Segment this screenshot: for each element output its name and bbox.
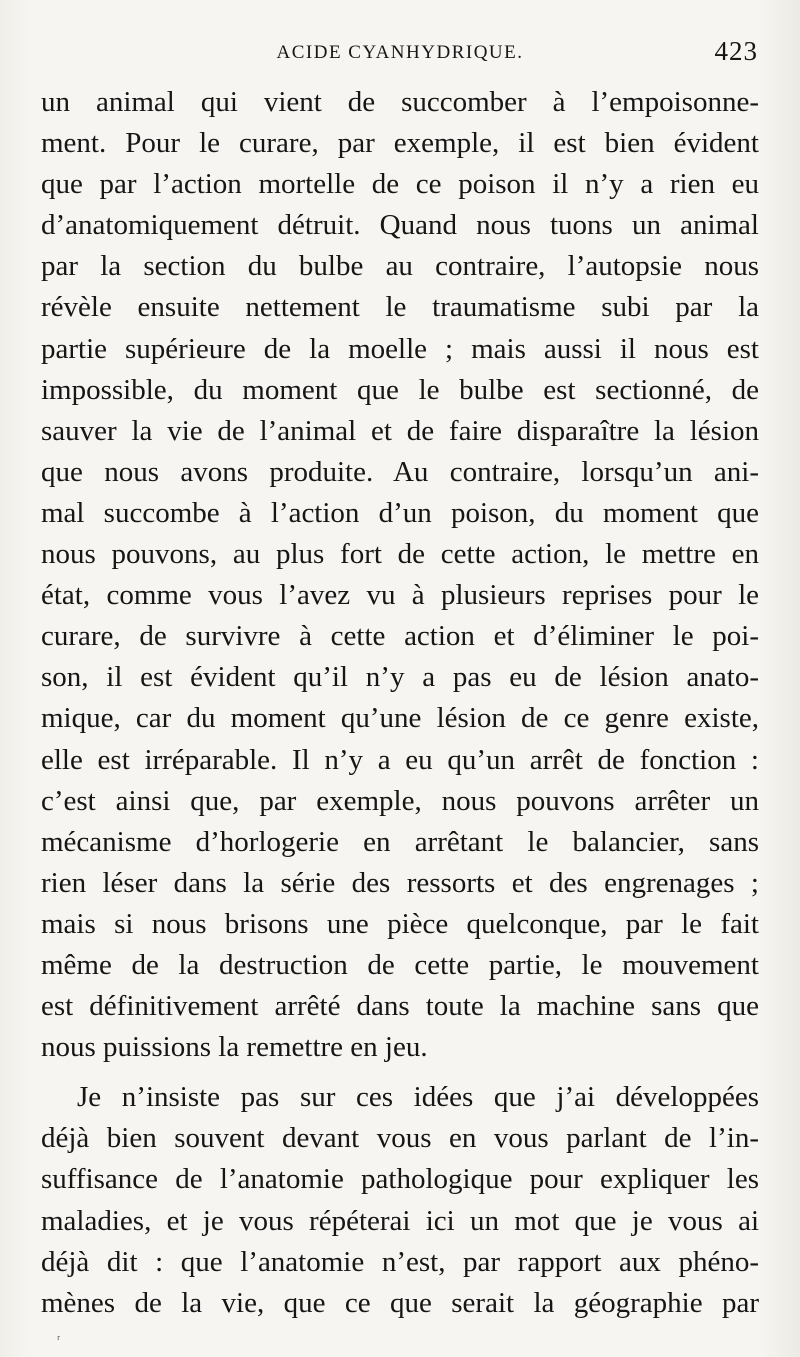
text-line: mènes de la vie, que ce que serait la géographie par [41,1286,759,1319]
text-line: mécanisme d’horlogerie en arrêtant le balancier, sans [41,825,759,858]
text-line: Je n’insiste pas sur ces idées que j’ai développées [77,1081,759,1114]
text-line: maladies, et je vous répéterai ici un mot que je vous ai [41,1204,759,1237]
text-line: elle est irréparable. Il n’y a eu qu’un arrêt de fonction : [41,743,759,776]
text-line: nous pouvons, au plus fort de cette action, le mettre en [41,538,759,571]
text-line: nous puissions la remettre en jeu. [41,1031,428,1064]
text-line: partie supérieure de la moelle ; mais aussi il nous est [41,332,759,365]
text-line: révèle ensuite nettement le traumatisme subi par la [41,291,759,324]
text-line: mal succombe à l’action d’un poison, du moment que [41,496,759,529]
running-title: ACIDE CYANHYDRIQUE. [276,42,524,63]
running-head [40,36,760,70]
text-line: est définitivement arrêté dans toute la machine sans que [41,990,759,1023]
text-line: même de la destruction de cette partie, le mouvement [41,948,759,981]
text-line: déjà bien souvent devant vous en vous parlant de l’in- [41,1122,759,1155]
text-line: déjà dit : que l’anatomie n’est, par rapport aux phéno- [41,1245,759,1278]
text-line: rien léser dans la série des ressorts et des engrenages ; [41,866,759,899]
text-line: curare, de survivre à cette action et d’éliminer le poi- [41,620,759,653]
text-line: ment. Pour le curare, par exemple, il est bien évident [41,127,759,160]
text-line: que par l’action mortelle de ce poison il n’y a rien eu [41,168,759,201]
text-line: suffisance de l’anatomie pathologique pour expliquer les [41,1163,759,1196]
text-line: d’anatomiquement détruit. Quand nous tuons un animal [41,209,759,242]
text-line: son, il est évident qu’il n’y a pas eu de lésion anato- [41,661,759,694]
text-line: que nous avons produite. Au contraire, lorsqu’un ani- [41,455,759,488]
body-text [41,82,759,1324]
text-line: impossible, du moment que le bulbe est sectionné, de [41,373,759,406]
text-line: état, comme vous l’avez vu à plusieurs reprises pour le [41,579,759,612]
paragraph-gap [41,1068,759,1077]
printing-mark: ʳ [57,1333,61,1348]
text-line: sauver la vie de l’animal et de faire disparaître la lésion [41,414,759,447]
text-line: c’est ainsi que, par exemple, nous pouvons arrêter un [41,784,759,817]
text-line: mais si nous brisons une pièce quelconque, par le fait [41,907,759,940]
text-line: un animal qui vient de succomber à l’empoisonne- [41,86,759,118]
text-line: mique, car du moment qu’une lésion de ce genre existe, [41,702,759,735]
page-number: 423 [714,36,758,66]
text-line: par la section du bulbe au contraire, l’autopsie nous [41,250,759,283]
